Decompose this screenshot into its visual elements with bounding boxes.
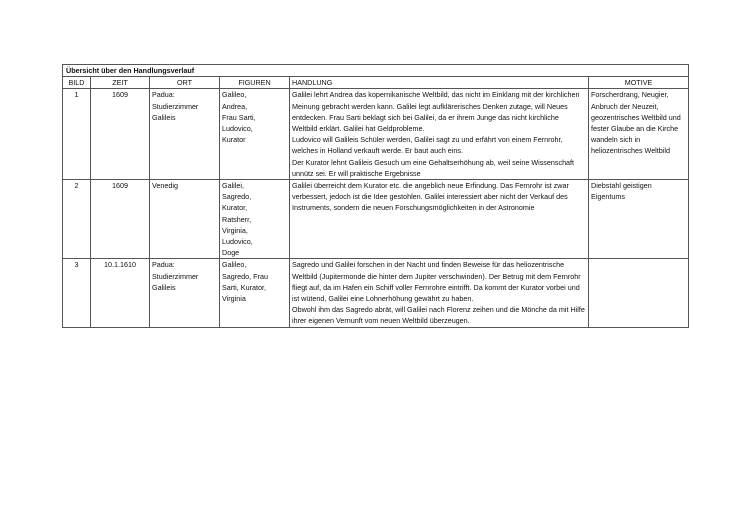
cell-ort: Padua: Studierzimmer Galileis <box>150 89 220 180</box>
cell-figuren: Galileo, Sagredo, Frau Sarti, Kurator, Virginia <box>220 259 290 327</box>
table-row <box>63 89 689 180</box>
cell-figuren: Galileo, Andrea, Frau Sarti, Ludovico, Kurator <box>220 89 290 180</box>
cell-bild: 2 <box>63 180 91 259</box>
cell-handlung: Sagredo und Galilei forschen in der Nacht und finden Beweise für das heliozentrische Weltbild (Jupitermonde die hinter dem Jupiter verschwinden). Der Betrug mit dem Fernrohr fliegt auf, da im Hafen ein Schiff voller Fernrohre eintrifft. Da kommt der Kurator vorbei und ist wütend, Galilei eine Lohnerhöhung gewährt zu haben. Obwohl ihm das Sagredo abrät, will Galilei nach Florenz zeihen und die Mönche da mit Hilfe ihrer eigenen Vernunft vom neuen Weltbild überzeugen. <box>290 259 589 327</box>
header-bild: BILD <box>63 77 91 89</box>
header-handlung: HANDLUNG <box>290 77 589 89</box>
table-row <box>63 180 689 259</box>
cell-bild: 1 <box>63 89 91 180</box>
header-zeit: ZEIT <box>91 77 150 89</box>
header-motive: MOTIVE <box>589 77 689 89</box>
table-title-row <box>63 65 689 77</box>
cell-ort: Venedig <box>150 180 220 259</box>
cell-figuren: Galilei, Sagredo, Kurator, Ratsherr, Virginia, Ludovico, Doge <box>220 180 290 259</box>
table-row <box>63 259 689 327</box>
cell-handlung: Galilei überreicht dem Kurator etc. die angeblich neue Erfindung. Das Fernrohr ist zwar verbessert, jedoch ist die Idee gestohlen. Galilei interessiert aber nicht der Verkauf des Instruments, sondern die neuen Forschungsmöglichkeiten in der Astronomie <box>290 180 589 259</box>
header-figuren: FIGUREN <box>220 77 290 89</box>
header-ort: ORT <box>150 77 220 89</box>
cell-motive: Diebstahl geistigen Eigentums <box>589 180 689 259</box>
cell-motive <box>589 259 689 327</box>
cell-zeit: 1609 <box>91 89 150 180</box>
table-header-row <box>63 77 689 89</box>
plot-overview-table <box>62 64 689 328</box>
table-title: Übersicht über den Handlungsverlauf <box>63 65 689 77</box>
cell-handlung: Galilei lehrt Andrea das kopernikanische Weltbild, das nicht im Einklang mit der kirchlichen Meinung gebracht werden kann. Galilei legt aufklärerisches Denken zutage, will Neues entdecken. Frau Sarti beklagt sich bei Galilei, da er ihrem Junge das nicht kirchliche Weltbild erklärt. Galilei hat Geldprobleme. Ludovico will Galileis Schüler werden, Galilei sagt zu und erfährt von einem Fernrohr, welches in Holland verkauft werde. Er baut auch eins. Der Kurator lehnt Galileis Gesuch um eine Gehaltserhöhung ab, weil seine Wissenschaft unnütz sei. Er will praktische Ergebnisse <box>290 89 589 180</box>
cell-zeit: 10.1.1610 <box>91 259 150 327</box>
cell-motive: Forscherdrang, Neugier, Anbruch der Neuzeit, geozentrisches Weltbild und fester Glaube an die Kirche wandeln sich in heliozentrisches Weltbild <box>589 89 689 180</box>
cell-zeit: 1609 <box>91 180 150 259</box>
cell-bild: 3 <box>63 259 91 327</box>
cell-ort: Padua: Studierzimmer Galileis <box>150 259 220 327</box>
